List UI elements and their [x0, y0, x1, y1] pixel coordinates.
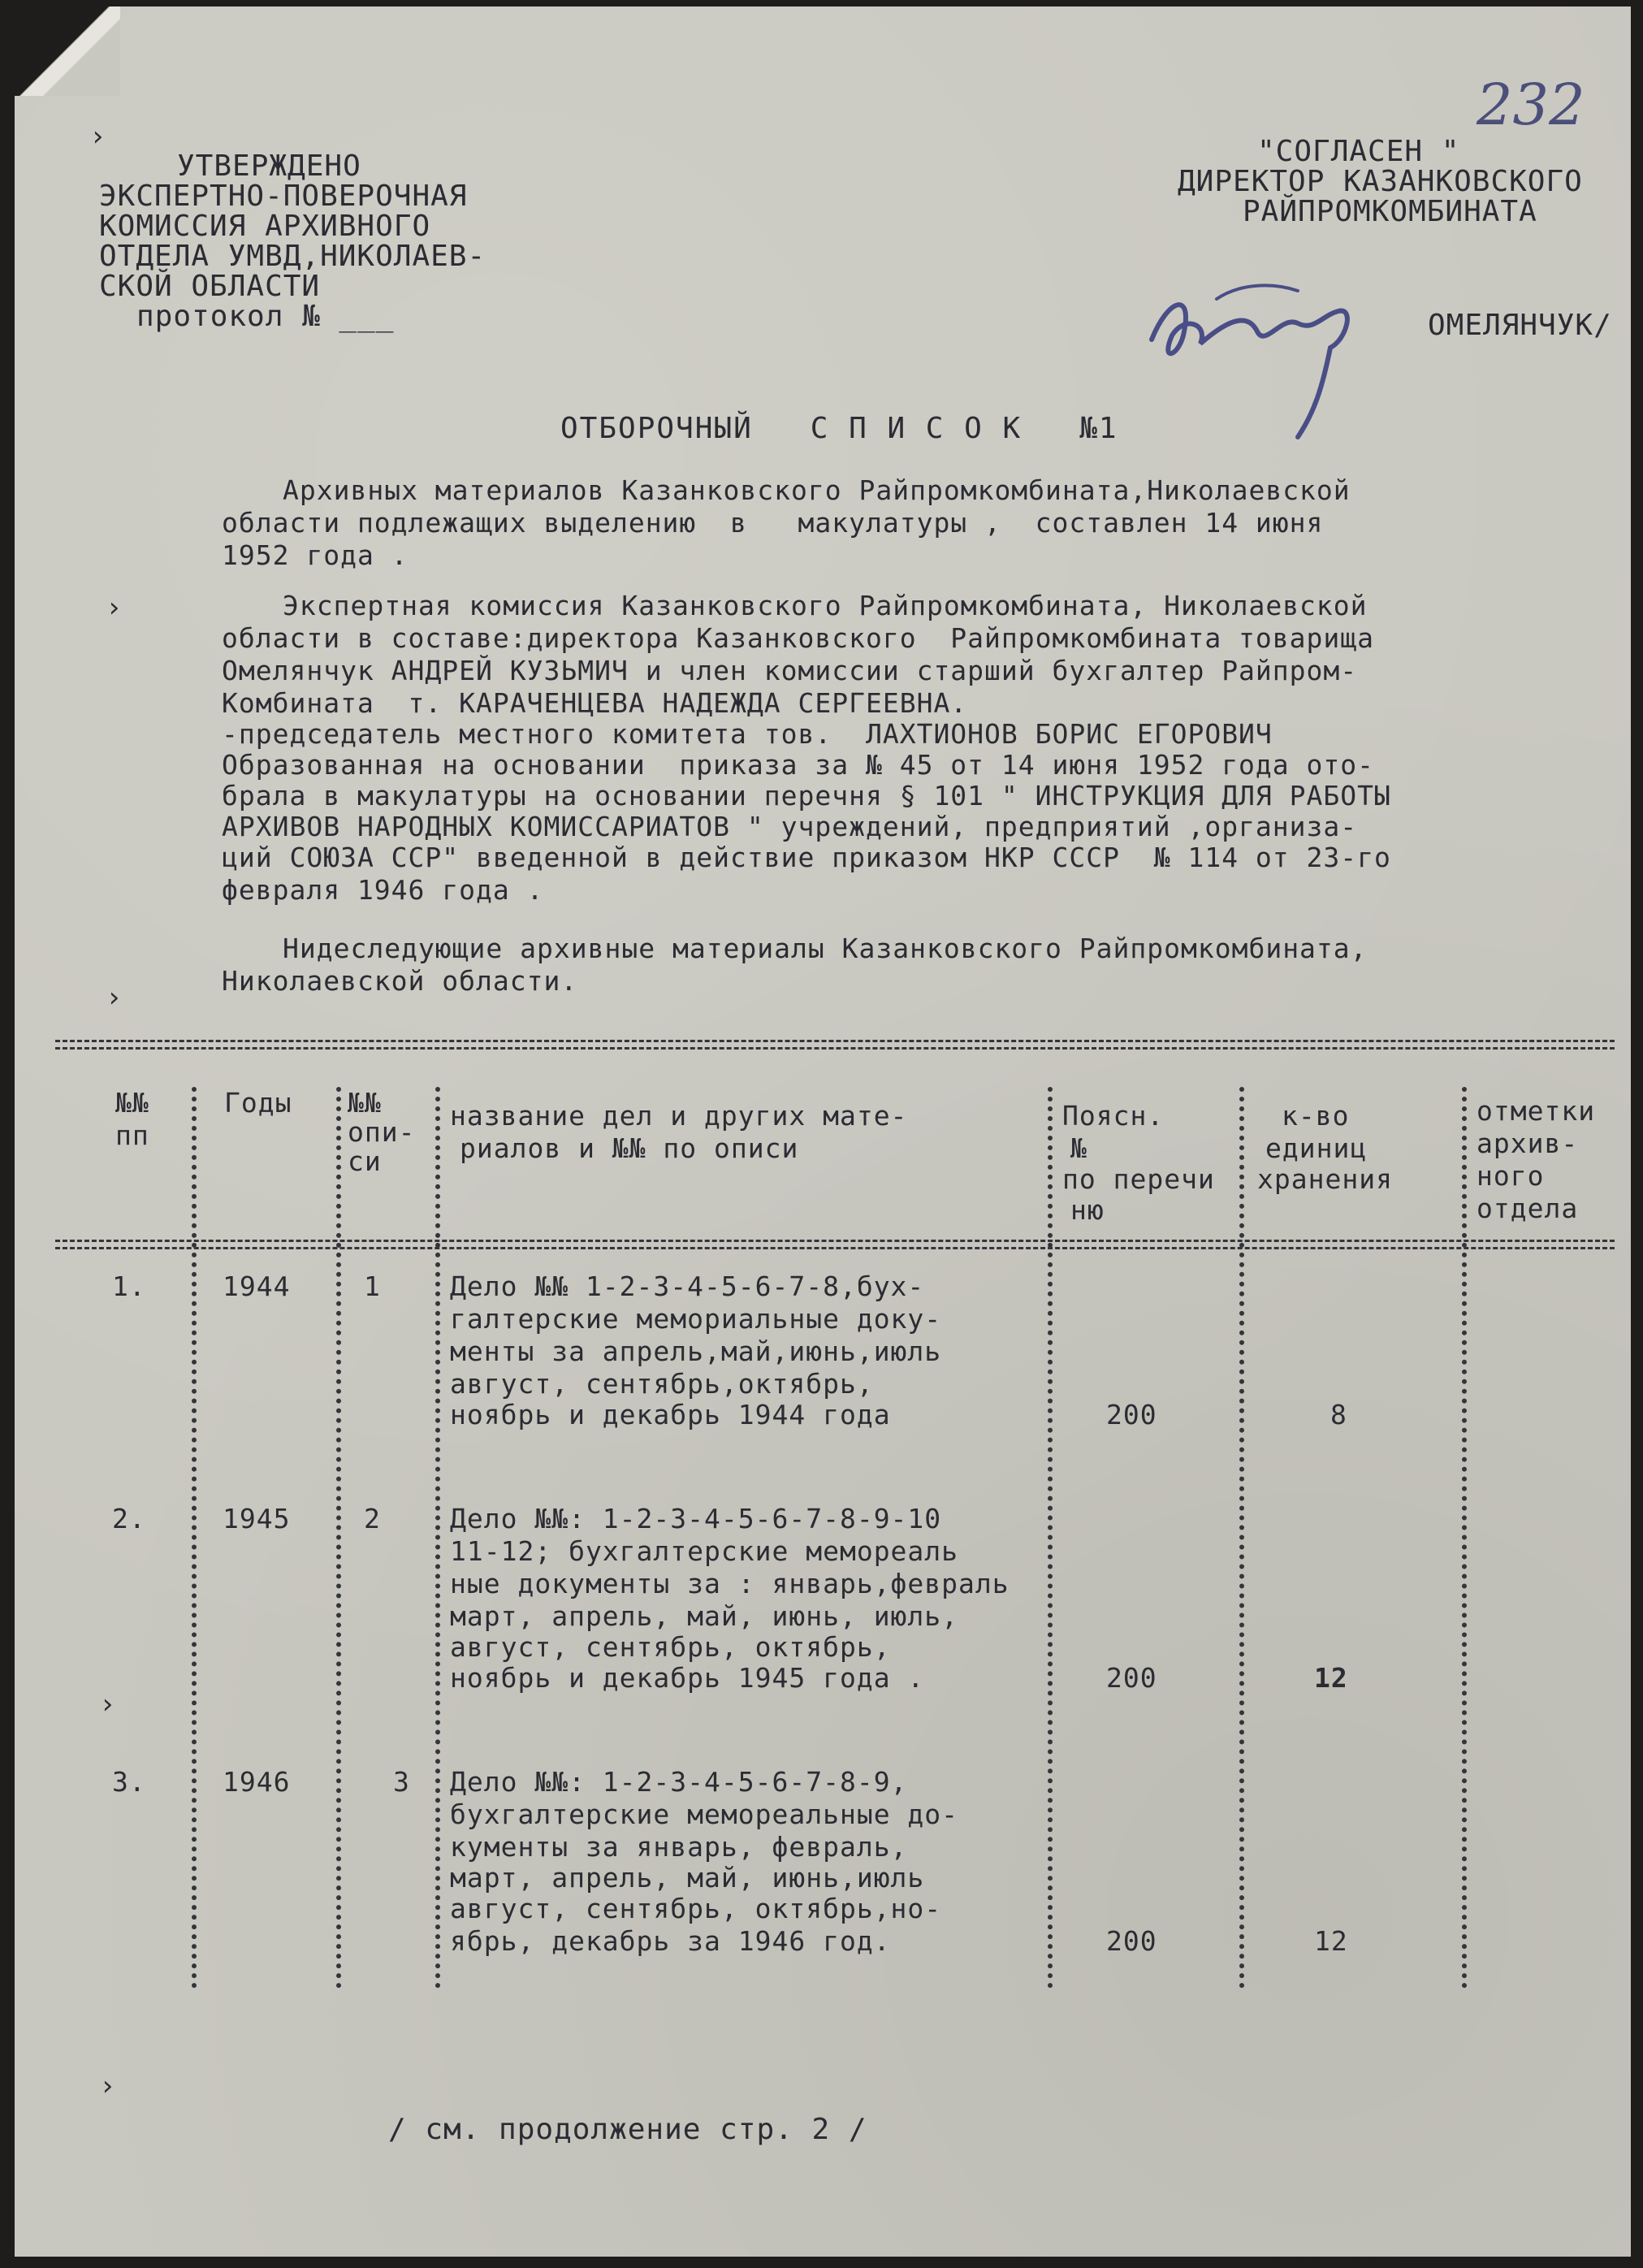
header-inventory-2: опи- [348, 1116, 416, 1148]
row3-name-6: ябрь, декабрь за 1946 год. [450, 1925, 891, 1957]
body-line-4: Комбината т. КАРАЧЕНЦЕВА НАДЕЖДА СЕРГЕЕВНА. [222, 687, 968, 719]
row2-name-2: 11-12; бухгалтерские мемореаль [450, 1535, 959, 1567]
header-expl-3: по перечи [1062, 1163, 1215, 1195]
row2-num: 2. [112, 1503, 146, 1534]
margin-mark-5: › [99, 2070, 116, 2102]
header-qty-2: единиц [1265, 1132, 1368, 1164]
page-number: 232 [1477, 71, 1585, 138]
row2-expl: 200 [1106, 1662, 1157, 1694]
body-line-1: Экспертная комиссия Казанковского Райпромкомбината, Николаевской [283, 590, 1368, 621]
margin-mark-1: › [89, 120, 106, 153]
col-sep-4 [1048, 1087, 1053, 1989]
document-page [15, 6, 1631, 2257]
row1-name-3: менты за апрель,май,июнь,июль [450, 1335, 942, 1367]
col-sep-3 [435, 1087, 440, 1989]
header-qty-1: к-во [1282, 1100, 1350, 1132]
approval-protocol: протокол № ___ [136, 300, 395, 333]
header-num-1: №№ [115, 1087, 149, 1119]
col-sep-6 [1462, 1087, 1467, 1989]
header-expl-4: ню [1070, 1194, 1105, 1226]
intro-line-2: области подлежащих выделению в макулатуры , составлен 14 июня [222, 507, 1324, 539]
header-qty-3: хранения [1257, 1163, 1393, 1195]
table-header-rule [55, 1240, 1615, 1249]
row2-name-4: март, апрель, май, июнь, июль, [450, 1600, 959, 1632]
row3-expl: 200 [1106, 1925, 1157, 1957]
row3-num: 3. [112, 1766, 146, 1798]
row1-inventory: 1 [364, 1270, 381, 1302]
intro-line-1: Архивных материалов Казанковского Райпромкомбината,Николаевской [283, 474, 1351, 506]
approval-line-1: УТВЕРЖДЕНО [177, 149, 361, 183]
row1-name-2: галтерские мемориальные доку- [450, 1303, 942, 1335]
header-name-2: риалов и №№ по описи [460, 1132, 799, 1164]
row2-inventory: 2 [364, 1503, 381, 1534]
row2-name-1: Дело №№: 1-2-3-4-5-6-7-8-9-10 [450, 1503, 942, 1534]
director-signature [1135, 266, 1428, 453]
header-years: Годы [224, 1087, 292, 1119]
col-sep-1 [192, 1087, 197, 1989]
body-line-8: АРХИВОВ НАРОДНЫХ КОМИССАРИАТОВ " учреждений, предприятий ,организа- [222, 811, 1358, 842]
approval-line-4: ОТДЕЛА УМВД,НИКОЛАЕВ- [99, 240, 486, 273]
approval-line-5: СКОЙ ОБЛАСТИ [99, 270, 321, 303]
row2-name-5: август, сентябрь, октябрь, [450, 1631, 891, 1663]
row2-name-3: ные документы за : январь,февраль [450, 1568, 1010, 1599]
header-num-2: пп [115, 1119, 149, 1151]
agreed-line-1: "СОГЛАСЕН " [1257, 135, 1460, 168]
table-top-rule [55, 1040, 1615, 1050]
approval-line-3: КОМИССИЯ АРХИВНОГО [99, 210, 431, 243]
row1-num: 1. [112, 1270, 146, 1302]
torn-corner [15, 6, 120, 96]
row3-name-2: бухгалтерские мемореальные до- [450, 1798, 959, 1830]
agreed-signature-name: ОМЕЛЯНЧУК/ [1428, 309, 1612, 342]
row3-inventory: 3 [393, 1766, 410, 1798]
body-line-9: ций СОЮЗА ССР" введенной в действие приказом НКР СССР № 114 от 23-го [222, 842, 1391, 873]
body-line-10: февраля 1946 года . [222, 874, 544, 906]
row3-year: 1946 [223, 1766, 291, 1798]
header-marks-4: отдела [1477, 1192, 1579, 1224]
header-marks-2: архив- [1477, 1128, 1579, 1159]
row3-name-3: кументы за январь, февраль, [450, 1831, 908, 1863]
agreed-line-2: ДИРЕКТОР КАЗАНКОВСКОГО [1178, 165, 1583, 198]
header-inventory-1: №№ [348, 1087, 382, 1119]
col-sep-5 [1239, 1087, 1244, 1989]
closing-line-2: Николаевской области. [222, 965, 578, 997]
intro-line-3: 1952 года . [222, 539, 409, 571]
continuation-note: / см. продолжение стр. 2 / [388, 2113, 867, 2146]
document-title: ОТБОРОЧНЫЙ С П И С О К №1 [560, 412, 1118, 445]
row1-expl: 200 [1106, 1399, 1157, 1430]
col-sep-2 [336, 1087, 341, 1989]
margin-mark-4: › [99, 1688, 116, 1720]
row1-name-4: август, сентябрь,октябрь, [450, 1368, 874, 1400]
row1-name-1: Дело №№ 1-2-3-4-5-6-7-8,бух- [450, 1270, 925, 1302]
row3-name-4: март, апрель, май, июнь,июль [450, 1862, 925, 1894]
row1-qty: 8 [1330, 1399, 1347, 1430]
row1-year: 1944 [223, 1270, 291, 1302]
body-line-5: -председатель местного комитета тов. ЛАХТИОНОВ БОРИС ЕГОРОВИЧ [222, 718, 1273, 750]
body-line-3: Омелянчук АНДРЕЙ КУЗЬМИЧ и член комиссии старший бухгалтер Райпром- [222, 655, 1358, 686]
body-line-2: области в составе:директора Казанковского Райпромкомбината товарища [222, 622, 1375, 654]
body-line-6: Образованная на основании приказа за № 45 от 14 июня 1952 года ото- [222, 749, 1375, 781]
row3-name-1: Дело №№: 1-2-3-4-5-6-7-8-9, [450, 1766, 908, 1798]
header-inventory-3: си [348, 1145, 382, 1177]
header-expl-1: Поясн. [1062, 1100, 1165, 1132]
closing-line-1: Нидеследующие архивные материалы Казанковского Райпромкомбината, [283, 933, 1368, 964]
header-name-1: название дел и других мате- [450, 1100, 908, 1132]
row1-name-5: ноябрь и декабрь 1944 года [450, 1399, 891, 1430]
header-marks-1: отметки [1477, 1095, 1596, 1127]
row3-qty: 12 [1314, 1925, 1348, 1957]
row3-name-5: август, сентябрь, октябрь,но- [450, 1893, 942, 1924]
header-marks-3: ного [1477, 1160, 1545, 1192]
header-expl-2: № [1070, 1132, 1087, 1164]
margin-mark-3: › [106, 981, 123, 1014]
row2-name-6: ноябрь и декабрь 1945 года . [450, 1662, 925, 1694]
agreed-line-3: РАЙПРОМКОМБИНАТА [1243, 195, 1537, 228]
margin-mark-2: › [106, 591, 123, 624]
approval-line-2: ЭКСПЕРТНО-ПОВЕРОЧНАЯ [99, 180, 468, 213]
row2-qty: 12 [1314, 1662, 1348, 1694]
body-line-7: брала в макулатуры на основании перечня § 101 " ИНСТРУКЦИЯ ДЛЯ РАБОТЫ [222, 780, 1391, 812]
row2-year: 1945 [223, 1503, 291, 1534]
